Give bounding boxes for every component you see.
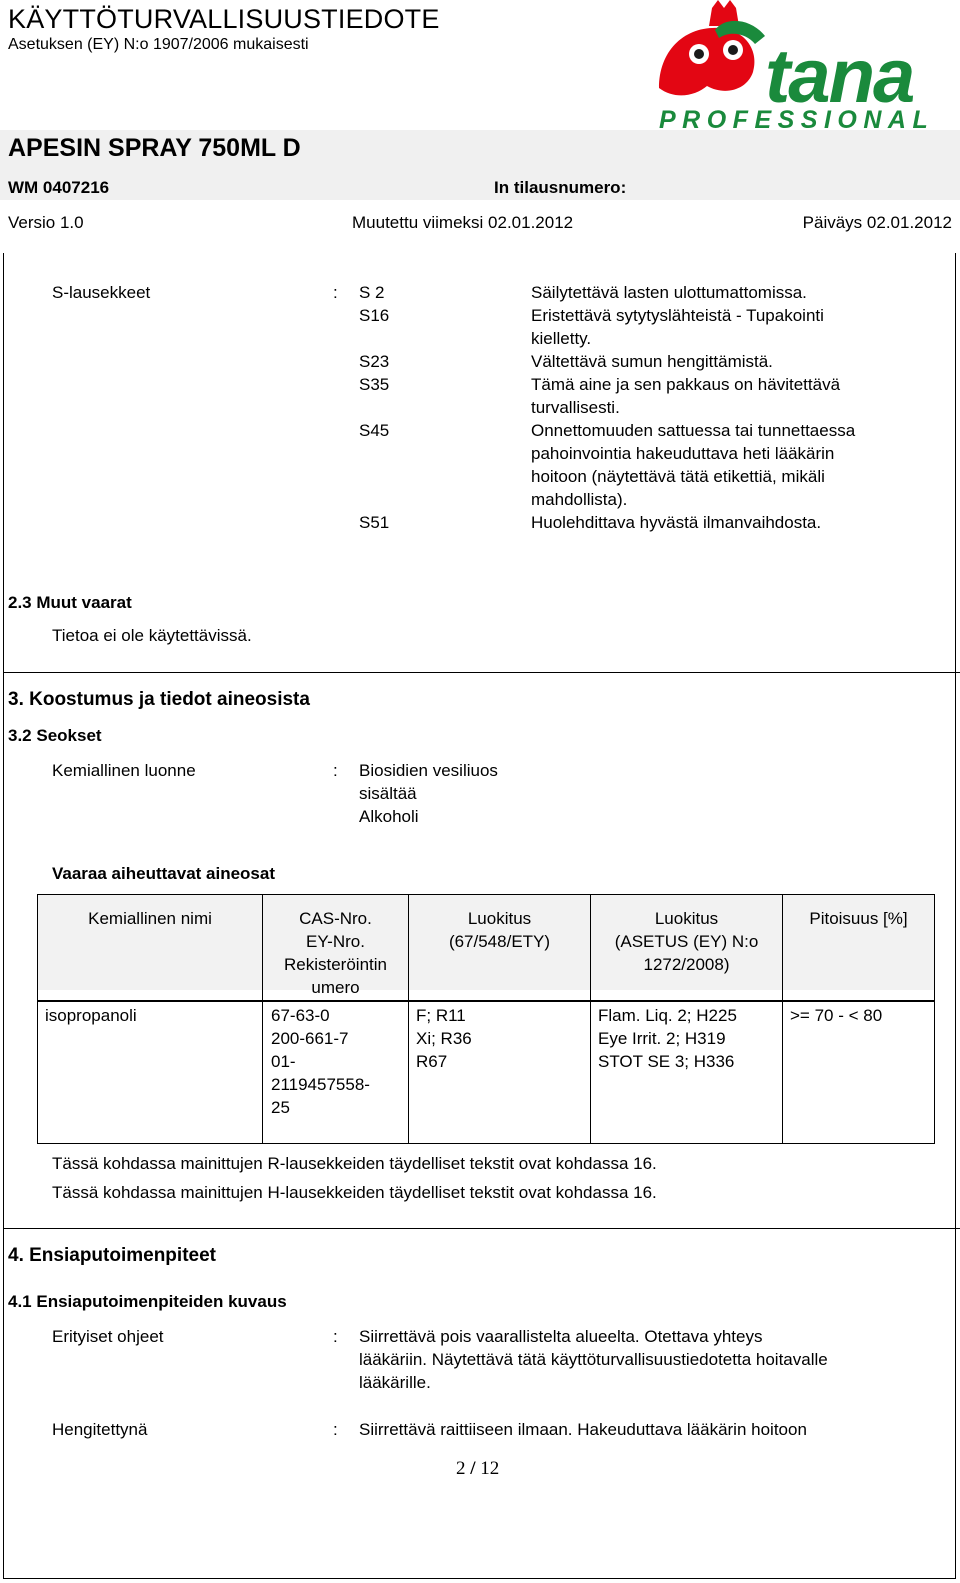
td-classification-clp: Flam. Liq. 2; H225 — [598, 1006, 737, 1025]
th-numbers: umero — [311, 978, 360, 997]
inhalation-text: Siirrettävä raittiiseen ilmaan. Hakeuduttava lääkärin hoitoon — [359, 1420, 807, 1439]
hazardous-components-heading: Vaaraa aiheuttavat aineosat — [52, 864, 276, 883]
td-classification-clp: Eye Irrit. 2; H319 — [598, 1029, 726, 1048]
product-code: WM 0407216 — [8, 178, 110, 197]
td-number: 200-661-7 — [271, 1029, 349, 1048]
s-code: S45 — [359, 421, 390, 440]
table-col-divider — [782, 894, 783, 1144]
th-classification-dsd: Luokitus — [467, 909, 532, 928]
s-code: S 2 — [359, 283, 385, 302]
s-text: pahoinvointia hakeuduttava heti lääkärin — [531, 444, 835, 463]
s-phrases-colon: : — [333, 283, 338, 302]
s-code: S51 — [359, 513, 390, 532]
chemical-nature-line: sisältää — [359, 784, 417, 803]
td-chemical-name: isopropanoli — [45, 1006, 137, 1025]
logo-brand: tana — [765, 34, 914, 119]
section-divider — [3, 672, 960, 673]
document-subtitle: Asetuksen (EY) N:o 1907/2006 mukaisesti — [8, 36, 309, 53]
h-phrases-note: Tässä kohdassa mainittujen H-lausekkeiden täydelliset tekstit ovat kohdassa 16. — [52, 1183, 657, 1202]
special-instructions-colon: : — [333, 1327, 338, 1346]
th-concentration: Pitoisuus [%] — [809, 909, 908, 928]
th-chemical-name: Kemiallinen nimi — [88, 909, 212, 928]
section-4-1-heading: 4.1 Ensiaputoimenpiteiden kuvaus — [8, 1292, 287, 1311]
td-classification-clp: STOT SE 3; H336 — [598, 1052, 735, 1071]
chemical-nature-line: Biosidien vesiliuos — [359, 761, 498, 780]
s-text: turvallisesti. — [531, 398, 620, 417]
page-number — [456, 1458, 499, 1480]
s-text: Vältettävä sumun hengittämistä. — [531, 352, 773, 371]
chemical-nature-label: Kemiallinen luonne — [52, 761, 196, 780]
special-instructions-line: lääkäriin. Näytettävä tätä käyttöturvallisuustiedotetta hoitavalle — [359, 1350, 828, 1369]
td-classification-dsd: F; R11 — [416, 1006, 466, 1025]
tana-professional-logo — [655, 0, 955, 132]
th-numbers: EY-Nro. — [306, 932, 365, 951]
td-number: 2119457558- — [271, 1075, 370, 1094]
inhalation-label: Hengitettynä — [52, 1420, 148, 1439]
logo-sub: PROFESSIONAL — [659, 106, 935, 132]
page-total: 12 — [480, 1458, 500, 1479]
th-numbers: Rekisteröintin — [284, 955, 387, 974]
td-number: 67-63-0 — [271, 1006, 330, 1025]
th-classification-clp: (ASETUS (EY) N:o — [614, 932, 759, 951]
chemical-nature-line: Alkoholi — [359, 807, 419, 826]
s-text: kielletty. — [531, 329, 592, 348]
document-title: KÄYTTÖTURVALLISUUSTIEDOTE — [8, 4, 440, 34]
table-header-divider — [37, 1000, 935, 1002]
order-number-label: In tilausnumero: — [494, 178, 627, 197]
section-2-3-text: Tietoa ei ole käytettävissä. — [52, 626, 252, 645]
td-concentration: >= 70 - < 80 — [790, 1006, 883, 1025]
s-text: Eristettävä sytytyslähteistä - Tupakointi — [531, 306, 824, 325]
td-classification-dsd: Xi; R36 — [416, 1029, 472, 1048]
s-code: S35 — [359, 375, 390, 394]
frog-logo-icon — [655, 0, 955, 132]
th-numbers: CAS-Nro. — [299, 909, 372, 928]
th-classification-dsd: (67/548/ETY) — [448, 932, 551, 951]
s-code: S16 — [359, 306, 390, 325]
s-text: Huolehdittava hyvästä ilmanvaihdosta. — [531, 513, 822, 532]
modified-date: Muutettu viimeksi 02.01.2012 — [352, 213, 574, 232]
s-text: Säilytettävä lasten ulottumattomissa. — [531, 283, 807, 302]
s-code: S23 — [359, 352, 390, 371]
page-separator: / — [470, 1458, 476, 1479]
chemical-nature-colon: : — [333, 761, 338, 780]
issue-date: Päiväys 02.01.2012 — [802, 213, 952, 232]
page-current: 2 — [456, 1458, 466, 1479]
r-phrases-note: Tässä kohdassa mainittujen R-lausekkeiden täydelliset tekstit ovat kohdassa 16. — [52, 1154, 657, 1173]
s-text: Tämä aine ja sen pakkaus on hävitettävä — [531, 375, 841, 394]
s-text: mahdollista). — [531, 490, 628, 509]
th-classification-clp: Luokitus — [654, 909, 719, 928]
special-instructions-line: lääkärille. — [359, 1373, 431, 1392]
special-instructions-line: Siirrettävä pois vaarallistelta alueelta. Otettava yhteys — [359, 1327, 763, 1346]
section-4-heading: 4. Ensiaputoimenpiteet — [8, 1245, 216, 1266]
section-2-3-heading: 2.3 Muut vaarat — [8, 593, 132, 612]
s-phrases-label: S-lausekkeet — [52, 283, 151, 302]
td-classification-dsd: R67 — [416, 1052, 448, 1071]
inhalation-colon: : — [333, 1420, 338, 1439]
section-3-2-heading: 3.2 Seokset — [8, 726, 102, 745]
section-divider — [3, 1228, 960, 1229]
section-3-heading: 3. Koostumus ja tiedot aineosista — [8, 689, 310, 710]
s-text: hoitoon (näytettävä tätä etikettiä, mikäli — [531, 467, 825, 486]
td-number: 01- — [271, 1052, 296, 1071]
td-number: 25 — [271, 1098, 290, 1117]
version: Versio 1.0 — [8, 213, 84, 232]
product-name: APESIN SPRAY 750ML D — [8, 134, 301, 162]
th-classification-clp: 1272/2008) — [643, 955, 730, 974]
s-text: Onnettomuuden sattuessa tai tunnettaessa — [531, 421, 856, 440]
special-instructions-label: Erityiset ohjeet — [52, 1327, 164, 1346]
